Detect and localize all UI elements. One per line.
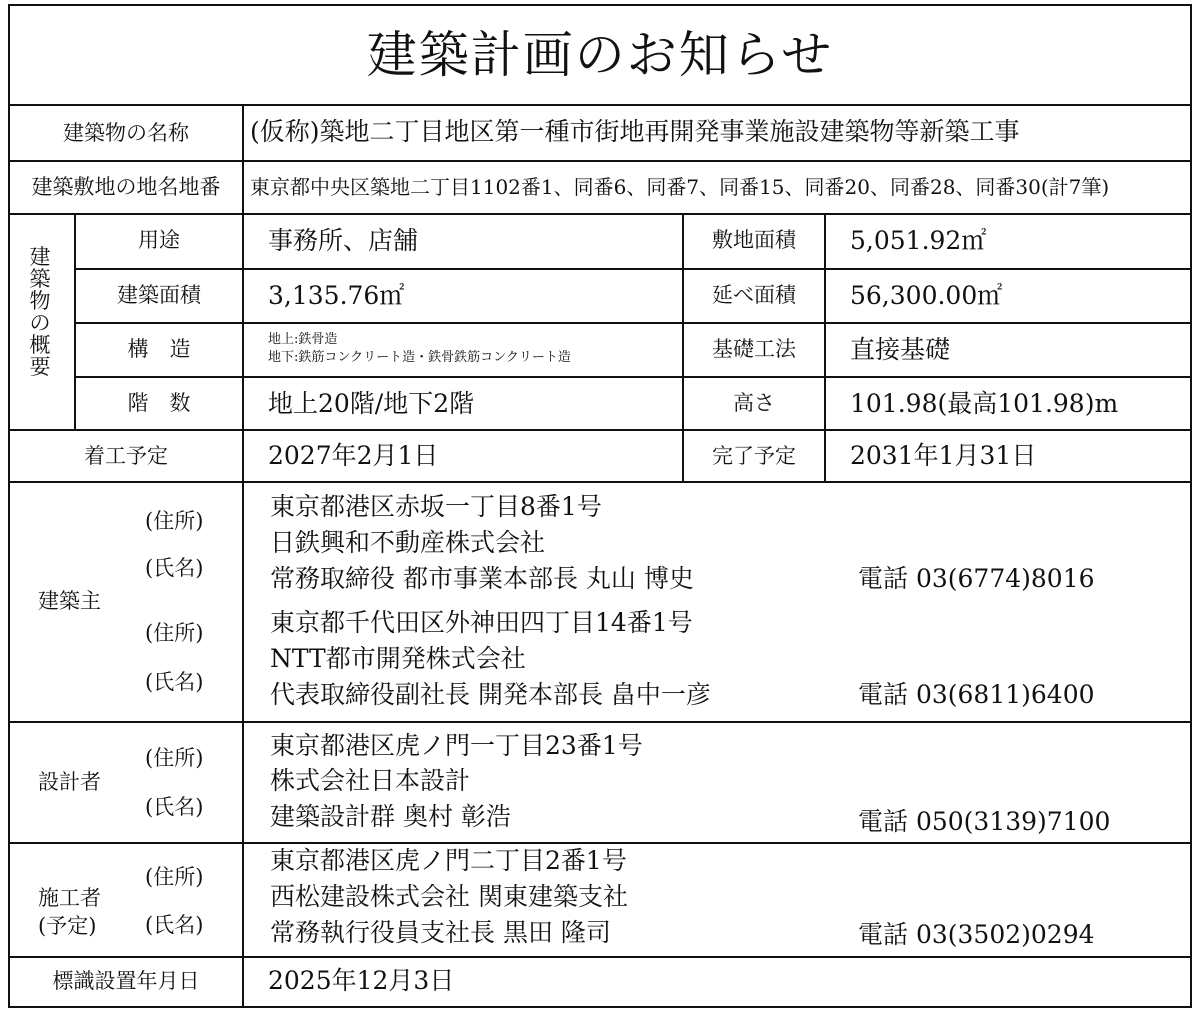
floor-area-value: 56,300.00㎡ — [850, 281, 1003, 310]
owner-phone: 電話 03(6774)8016 — [858, 564, 1095, 593]
owner-label: 建築主 — [38, 589, 101, 613]
use-value: 事務所、店舗 — [268, 226, 419, 255]
height-label: 高さ — [733, 391, 775, 415]
divider — [242, 104, 244, 1008]
divider — [8, 842, 1192, 844]
contractor-phone: 電話 03(3502)0294 — [858, 920, 1095, 949]
structure-below: 地下:鉄筋コンクリート造・鉄骨鉄筋コンクリート造 — [268, 350, 571, 365]
contractor-label-note: (予定) — [38, 914, 97, 938]
owner-address: 東京都港区赤坂一丁目8番1号 — [270, 492, 602, 521]
use-label: 用途 — [138, 228, 180, 252]
divider — [8, 160, 1192, 162]
owner-address: 東京都千代田区外神田四丁目14番1号 — [270, 608, 693, 637]
foundation-label: 基礎工法 — [712, 337, 796, 361]
foundation-value: 直接基礎 — [850, 335, 951, 364]
owner-name-label: (氏名) — [145, 670, 204, 694]
owner-person: 常務取締役 都市事業本部長 丸山 博史 — [270, 564, 694, 593]
divider — [8, 481, 1192, 483]
owner-address-label: (住所) — [145, 509, 204, 533]
floor-area-label: 延べ面積 — [712, 283, 796, 307]
contractor-company: 西松建設株式会社 関東建築支社 — [270, 882, 628, 911]
divider — [8, 721, 1192, 723]
building-area-label: 建築面積 — [117, 283, 201, 307]
designer-person: 建築設計群 奥村 彰浩 — [270, 802, 511, 831]
structure-above: 地上:鉄骨造 — [268, 332, 338, 347]
site-area-label: 敷地面積 — [712, 228, 796, 252]
owner-name-label: (氏名) — [145, 556, 204, 580]
contractor-person: 常務執行役員支社長 黒田 隆司 — [270, 918, 611, 947]
contractor-label: 施工者 — [38, 886, 101, 910]
site-area-value: 5,051.92㎡ — [850, 226, 987, 255]
end-label: 完了予定 — [712, 444, 796, 468]
designer-phone: 電話 050(3139)7100 — [858, 807, 1111, 836]
site-address-label: 建築敷地の地名地番 — [31, 175, 221, 199]
building-area-value: 3,135.76㎡ — [268, 281, 405, 310]
start-value: 2027年2月1日 — [268, 441, 439, 470]
page-title: 建築計画のお知らせ — [366, 26, 834, 84]
building-name-label: 建築物の名称 — [63, 121, 189, 145]
owner-address-label: (住所) — [145, 621, 204, 645]
designer-address-label: (住所) — [145, 746, 204, 770]
designer-company: 株式会社日本設計 — [270, 766, 471, 795]
contractor-name-label: (氏名) — [145, 913, 204, 937]
divider — [824, 213, 826, 481]
designer-name-label: (氏名) — [145, 795, 204, 819]
owner-person: 代表取締役副社長 開発本部長 畠中一彦 — [270, 680, 711, 709]
contractor-address: 東京都港区虎ノ門二丁目2番1号 — [270, 846, 627, 875]
divider — [8, 213, 1192, 215]
sign-date-value: 2025年12月3日 — [268, 966, 455, 995]
floors-value: 地上20階/地下2階 — [268, 389, 475, 418]
sign-date-label: 標識設置年月日 — [52, 969, 200, 993]
floors-label: 階 数 — [127, 391, 191, 415]
overview-group-label: 建 築 物 の 概 要 — [29, 245, 51, 379]
designer-address: 東京都港区虎ノ門一丁目23番1号 — [270, 731, 643, 760]
site-address-value: 東京都中央区築地二丁目1102番1、同番6、同番7、同番15、同番20、同番28、同番30(計7筆) — [250, 175, 1110, 199]
height-value: 101.98(最高101.98)m — [850, 389, 1119, 418]
end-value: 2031年1月31日 — [850, 441, 1037, 470]
designer-label: 設計者 — [38, 770, 101, 794]
owner-company: NTT都市開発株式会社 — [270, 644, 526, 673]
divider — [8, 104, 1192, 106]
divider — [8, 956, 1192, 958]
owner-company: 日鉄興和不動産株式会社 — [270, 528, 546, 557]
owner-phone: 電話 03(6811)6400 — [858, 680, 1095, 709]
divider — [8, 429, 1192, 431]
start-label: 着工予定 — [84, 444, 168, 468]
building-name-value: (仮称)築地二丁目地区第一種市街地再開発事業施設建築物等新築工事 — [250, 117, 1020, 146]
contractor-address-label: (住所) — [145, 865, 204, 889]
structure-label: 構 造 — [127, 337, 191, 361]
